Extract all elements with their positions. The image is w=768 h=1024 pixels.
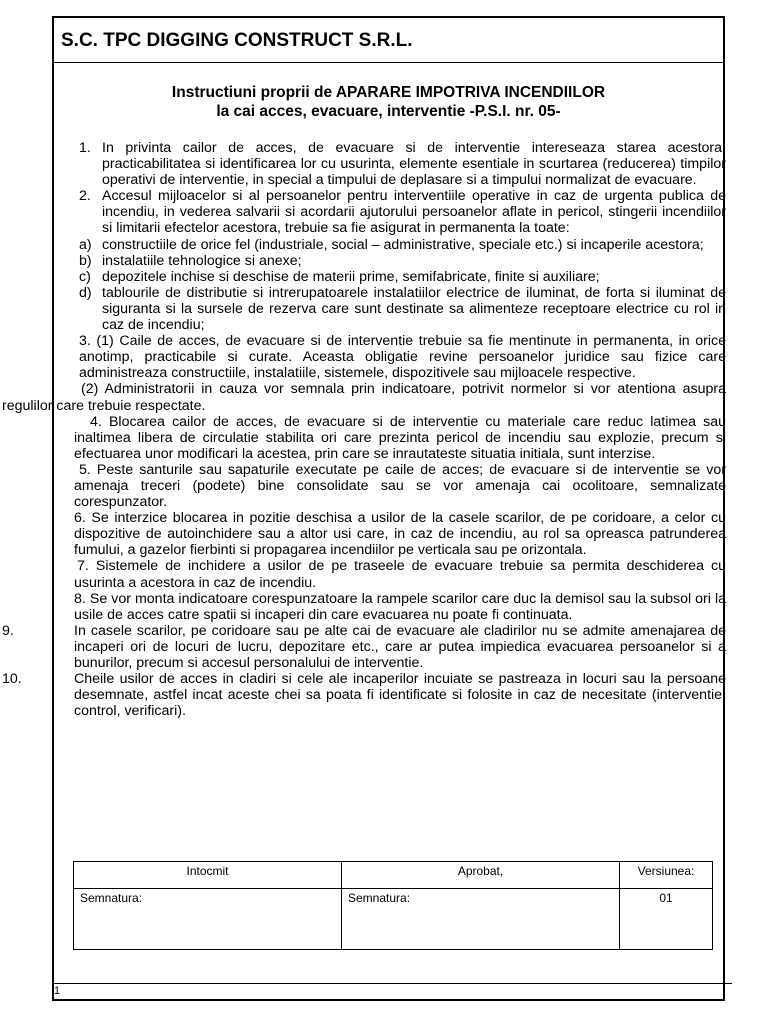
document-title	[54, 83, 723, 121]
title-line-1: Instructiuni proprii de APARARE IMPOTRIVA INCENDIILOR	[171, 84, 606, 101]
header-intocmit: Intocmit	[74, 862, 342, 889]
list-item-c: c) depozitele inchise si deschise de materii prime, semifabricate, finite si auxiliare;	[79, 268, 600, 285]
company-name: S.C. TPC DIGGING CONSTRUCT S.R.L.	[54, 18, 723, 63]
header-versiunea: Versiunea:	[620, 862, 713, 889]
list-item-1: 1. In privinta cailor de acces, de evacuare si de interventie intereseaza starea acestora, practicabilitatea si identificarea lor cu usurinta, elemente esentiale in scurtarea (reducerea) timpilor operativi de interventie, in special a timpului de deplasare si a timpului normalizat de evacuare.	[79, 140, 726, 189]
paragraph-3: 3. (1) Caile de acces, de evacuare si de interventie trebuie sa fie mentinute in permanenta, in orice anotimp, practicabile si curate. Aceasta obligatie revine persoanelor juridice sau fizice care administreaza constructiile, instalatiile, sistemele, dispozitivele sau mijloacele respective.	[79, 333, 726, 382]
page-frame	[2, 16, 726, 1001]
footer-divider	[52, 983, 732, 984]
signature-table	[73, 861, 713, 950]
list-item-2: 2. Accesul mijloacelor si al persoanelor pentru interventiile operative in caz de urgenta publica de incendiu, in vederea salvarii si acordarii ajutorului persoanelor aflate in pericol, stingerii incendiilor si limitarii efectelor acestora, trebuie sa fie asigurat in permanenta la toate:	[79, 188, 726, 237]
list-item-10: 10. Cheile usilor de acces in cladiri si cele ale incaperilor incuiate se pastreaza in locuri sau la persoane desemnate, astfel incat aceste chei sa poata fi identificate si folosite in caz de necesitate (interventie, control, verificari).	[2, 671, 726, 720]
list-item-a: a) constructiile de orice fel (industriale, social – administrative, speciale etc.) si incaperile acestora;	[79, 236, 704, 253]
paragraph-6: 6. Se interzice blocarea in pozitie deschisa a usilor de la casele scarilor, de pe coridoare, a celor cu dispozitive de autoinchidere sau a altor usi care, in caz de incendiu, au rol sa opreasca patrunderea fumului, a gazelor fierbinti si propagarea incendiilor pe verticala sau pe orizontala.	[74, 510, 726, 559]
page-number: 1	[54, 985, 61, 997]
list-item-9: 9. In casele scarilor, pe coridoare sau pe alte cai de evacuare ale cladirilor nu se admite amenajarea de incaperi ori de locuri de lucru, depozitare etc., care ar putea impiedica evacuarea persoanelor si a bunurilor, precum si accesul personalului de interventie.	[2, 622, 726, 671]
header-aprobat: Aprobat,	[342, 862, 620, 889]
paragraph-3-2: (2) Administratorii in cauza vor semnala prin indicatoare, potrivit normelor si vor atentiona asupra regulilor care trebuie respectate.	[2, 381, 726, 414]
version-value: 01	[620, 889, 713, 950]
document-body	[2, 140, 726, 720]
list-item-b: b) instalatiile tehnologice si anexe;	[79, 252, 302, 269]
paragraph-5: 5. Peste santurile sau sapaturile executate pe caile de acces; de evacuare si de interventie se vor amenaja treceri (podete) bine consolidate sau se vor amenaja cai ocolitoare, semnalizate corespunzator.	[74, 461, 726, 511]
paragraph-7: 7. Sistemele de inchidere a usilor de pe traseele de evacuare trebuie sa permita deschiderea cu usurinta a acestora in caz de incendiu.	[74, 558, 726, 591]
list-item-d: d) tablourile de distributie si intrerupatoarele instalatiilor electrice de iluminat, de forta si iluminat de siguranta si la sursele de rezerva care sunt destinate sa alimenteze receptoare electrice cu rol in caz de incendiu;	[79, 284, 726, 334]
signature-field-intocmit: Semnatura:	[74, 889, 342, 950]
paragraph-4: 4. Blocarea cailor de acces, de evacuare si de interventie cu materiale care reduc latimea sau inaltimea libera de circulatie stabilita ori care prezinta pericol de incendiu sau explozie, precum si efectuarea unor modificari la acestea, prin care se inrautateste situatia initiala, sunt interzise.	[74, 413, 726, 462]
title-line-2: la cai acces, evacuare, interventie -P.S.I. nr. 05-	[216, 103, 561, 120]
signature-field-aprobat: Semnatura:	[342, 889, 620, 950]
paragraph-8: 8. Se vor monta indicatoare corespunzatoare la rampele scarilor care duc la demisol sau la subsol ori la usile de acces catre spatii si incaperi din care evacuarea nu poate fi continuata.	[74, 590, 726, 623]
